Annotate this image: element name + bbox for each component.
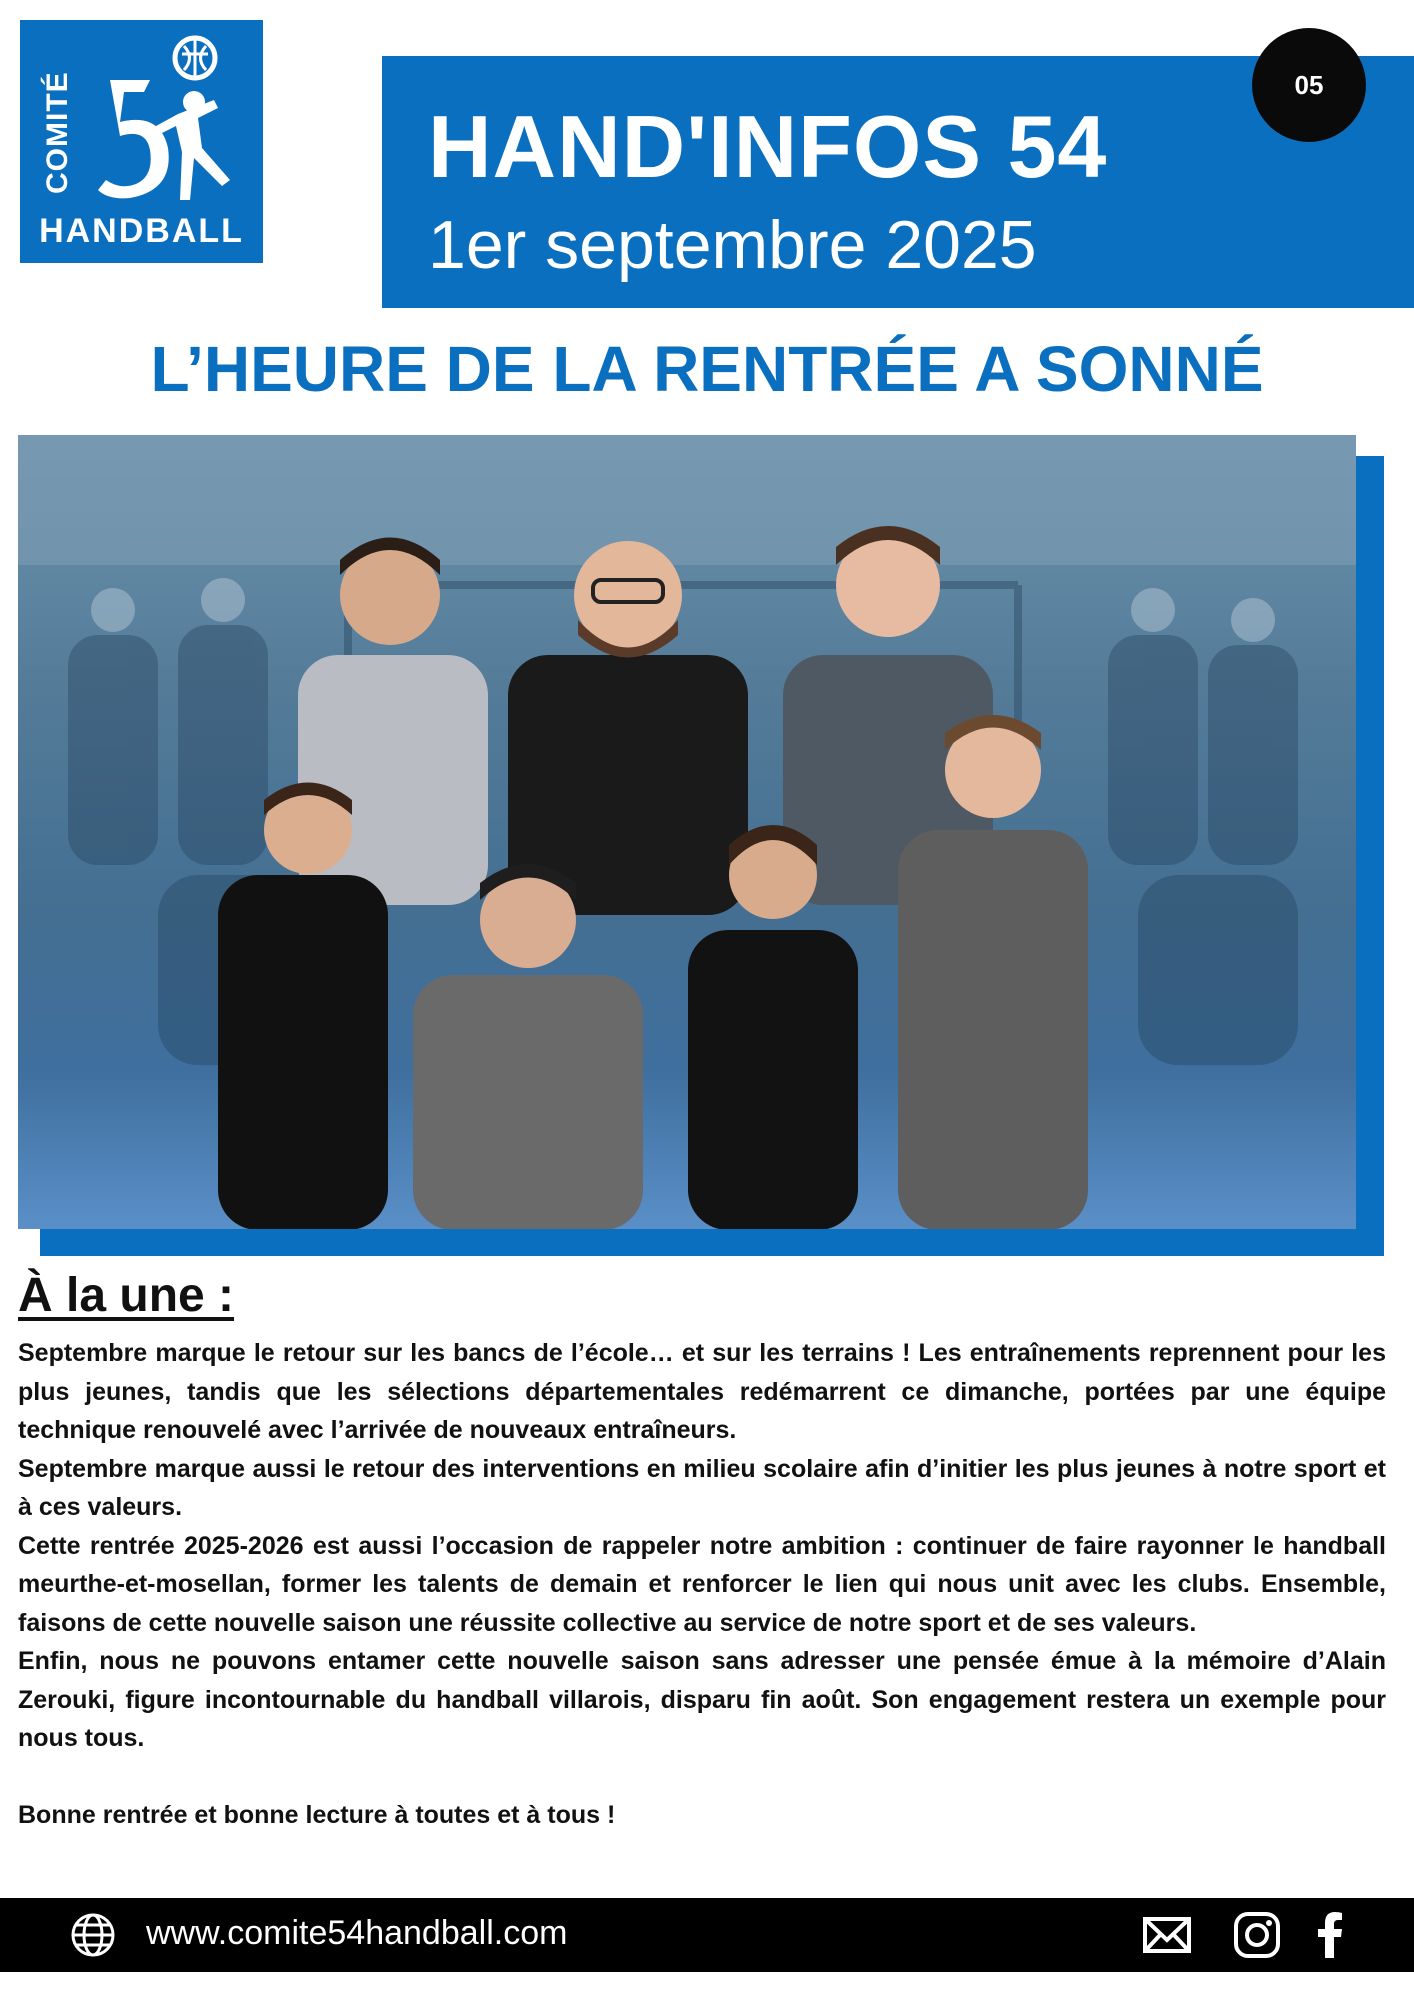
- closing-line: Bonne rentrée et bonne lecture à toutes et à tous !: [18, 1800, 616, 1829]
- article-paragraph: Cette rentrée 2025-2026 est aussi l’occasion de rappeler notre ambition : continuer de faire rayonner le handball meurthe-et-mosellan, former les talents de demain et renforcer le lien qui nous unit avec les clubs. Ensemble, faisons de cette nouvelle saison une réussite collective au service de notre sport et de ses valeurs.: [18, 1531, 1386, 1637]
- article-paragraph: Enfin, nous ne pouvons entamer cette nouvelle saison sans adresser une pensée émue à la mémoire d’Alain Zerouki, figure incontournable du handball villarois, disparu fin août. Son engagement restera un exemple pour nous tous.: [18, 1647, 1386, 1752]
- article-paragraph: Septembre marque aussi le retour des interventions en milieu scolaire afin d’initier les plus jeunes à notre sport et à ces valeurs.: [18, 1454, 1386, 1521]
- page-number-badge: 05: [1252, 28, 1366, 142]
- globe-icon: [70, 1912, 116, 1958]
- issue-date: 1er septembre 2025: [428, 207, 1037, 283]
- logo-handball-text: HANDBALL: [39, 212, 244, 250]
- mail-icon[interactable]: [1142, 1910, 1192, 1960]
- comite-logo: [20, 20, 263, 263]
- instagram-icon[interactable]: [1232, 1910, 1282, 1960]
- team-photo: [18, 435, 1356, 1229]
- headline: L’HEURE DE LA RENTRÉE A SONNÉ: [150, 333, 1264, 405]
- logo-comite-text: COMITÉ: [41, 71, 74, 195]
- handball-player-logo-icon: [90, 30, 250, 220]
- footer-bar: [0, 1898, 1414, 1972]
- article-paragraph: Septembre marque le retour sur les bancs de l’école… et sur les terrains ! Les entraînements reprennent pour les plus jeunes, tandis que les sélections départementales redémarrent ce dimanche, portées par une équipe technique renouvelé avec l’arrivée de nouveaux entraîneurs.: [18, 1339, 1386, 1444]
- facebook-icon[interactable]: [1306, 1910, 1356, 1960]
- section-title: À la une :: [18, 1269, 235, 1322]
- article-body: [18, 1334, 1386, 1834]
- newsletter-title: HAND'INFOS 54: [428, 97, 1108, 196]
- team-photo-illustration: [18, 435, 1356, 1229]
- website-link[interactable]: www.comite54handball.com: [146, 1914, 568, 1952]
